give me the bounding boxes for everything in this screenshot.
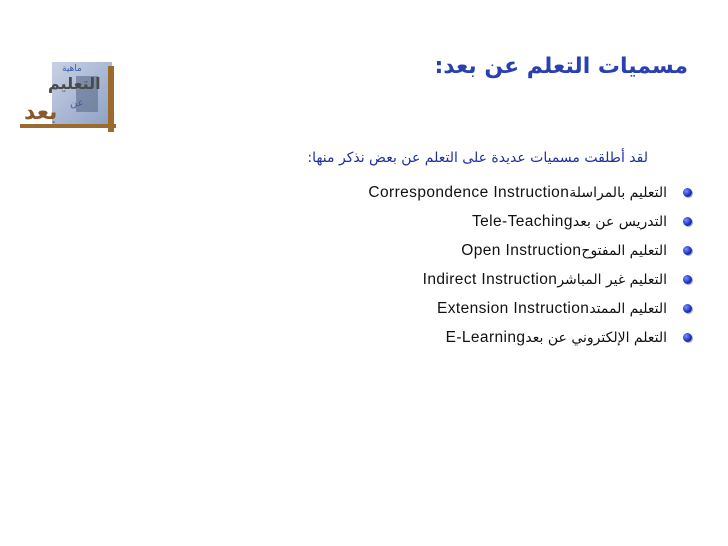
item-english: Extension Instruction xyxy=(437,299,590,317)
bullet-icon xyxy=(683,188,692,197)
names-list xyxy=(368,178,692,352)
list-item xyxy=(368,265,692,294)
list-item xyxy=(368,236,692,265)
logo-bar xyxy=(108,66,114,132)
item-english: Tele-Teaching xyxy=(472,212,573,230)
bullet-icon xyxy=(683,275,692,284)
item-english: Indirect Instruction xyxy=(422,270,558,288)
logo-text-2: التعليم xyxy=(48,74,101,93)
item-arabic: التعليم الممتد xyxy=(589,300,667,317)
logo-text-3: عن xyxy=(70,98,84,109)
item-arabic: التعليم بالمراسلة xyxy=(569,184,667,201)
distance-learning-logo xyxy=(20,62,120,132)
bullet-icon xyxy=(683,246,692,255)
list-item xyxy=(368,207,692,236)
item-arabic: التدريس عن بعد xyxy=(572,213,667,230)
bullet-icon xyxy=(683,333,692,342)
item-arabic: التعلم الإلكتروني عن بعد xyxy=(525,329,667,346)
slide-title: مسميات التعلم عن بعد: xyxy=(434,54,688,79)
bullet-icon xyxy=(683,217,692,226)
item-english: E-Learning xyxy=(445,328,526,346)
logo-text-4: بعد xyxy=(24,100,58,125)
bullet-icon xyxy=(683,304,692,313)
logo-text-1: ماهية xyxy=(62,64,82,74)
item-english: Open Instruction xyxy=(461,241,582,259)
item-english: Correspondence Instruction xyxy=(368,183,570,201)
item-arabic: التعليم المفتوح xyxy=(581,242,667,259)
list-item xyxy=(368,178,692,207)
list-item xyxy=(368,323,692,352)
list-item xyxy=(368,294,692,323)
item-arabic: التعليم غير المباشر xyxy=(557,271,667,288)
intro-text: لقد أطلقت مسميات عديدة على التعلم عن بعض نذكر منها: xyxy=(307,150,648,166)
